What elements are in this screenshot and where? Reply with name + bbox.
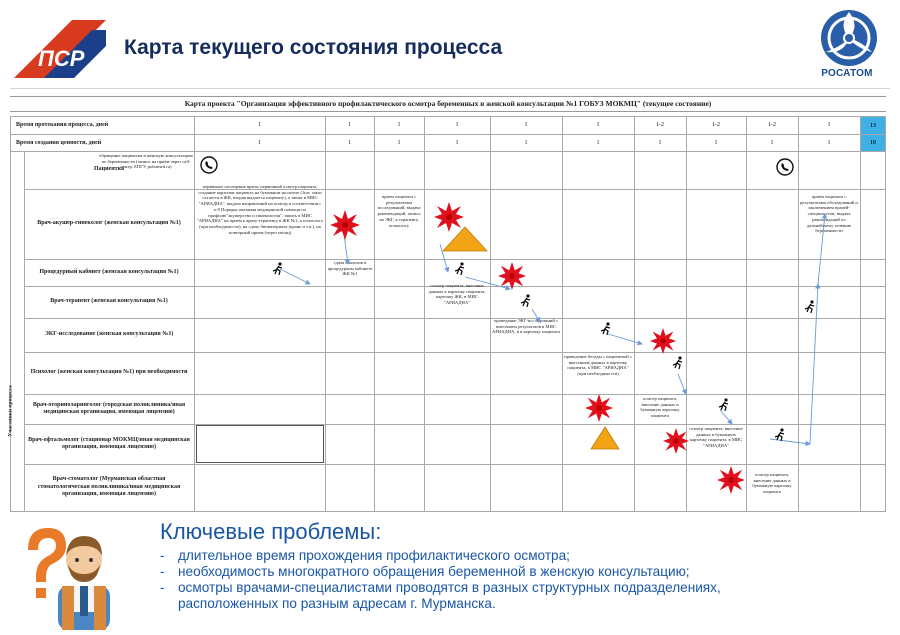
problem-burst-icon — [584, 394, 614, 427]
value-time-cell: 1 — [770, 139, 774, 146]
flow-arrows — [7, 94, 886, 512]
problem-burst-icon — [498, 262, 526, 295]
bullet-dash: - — [160, 564, 165, 579]
page-title: Карта текущего состояния процесса — [124, 36, 503, 59]
walking-person-icon — [454, 262, 466, 281]
bullet-dash: - — [160, 580, 165, 595]
psr-logo — [14, 16, 106, 78]
role-patient: Пациентка — [93, 166, 124, 173]
walking-person-icon — [672, 356, 684, 375]
value-time-cell: 1 — [596, 139, 600, 146]
problem-burst-icon — [716, 466, 746, 499]
note-ecg: проведение ЭКГ-исследований с внесением результатов в МИС АРИАДНА, и в карточку пациента — [492, 318, 560, 335]
value-time-cell: 1 — [658, 139, 662, 146]
note-therapist: осмотр пациента, внесение данных в карточку пациента, карточку ЖК, в МИС "АРИАДНА" — [428, 283, 486, 306]
duration-total: 13 — [861, 117, 885, 134]
role-ent: Врач-оториноларинголог (городская поликлиника/иная медицинская организация, имеющая лицензию) — [32, 401, 186, 415]
duration-cell: 1-2 — [768, 122, 776, 128]
note-dentist: осмотр пациента, внесение данных в бумажную карточку пациента — [752, 472, 792, 495]
key-problems-list — [160, 548, 880, 612]
value-time-cell: 1 — [397, 139, 401, 146]
duration-cell: 1-2 — [656, 122, 664, 128]
duration-cell: 1 — [524, 122, 528, 128]
problem-item-text: необходимость многократного обращения беременной в женскую консультацию; — [178, 564, 690, 579]
value-time-cell: 1 — [714, 139, 718, 146]
duration-cell: 1 — [397, 122, 401, 128]
role-dentist: Врач-стоматолог (Мурманская областная стоматологическая поликлиника/иная медицинская организация, имеющая лицензию) — [37, 476, 181, 498]
problem-item — [160, 564, 880, 580]
duration-cell: 1 — [827, 122, 831, 128]
walking-person-icon — [774, 428, 786, 447]
walking-person-icon — [272, 262, 284, 281]
duration-cell: 1-2 — [712, 122, 720, 128]
role-ophthalmologist: Врач-офтальмолог (стационар МОКМЦ/иная медицинская организация, имеющая лицензию) — [28, 436, 190, 450]
header-divider — [10, 88, 890, 89]
warning-triangle-icon — [590, 426, 620, 455]
note-patient-call: обращение пациентки в женскую консультацию по беременности (запись на приём через call-центр, ЕПГУ, polarmed.ru) — [99, 153, 193, 170]
duration-label: Время протекания процесса, дней — [16, 122, 109, 128]
note-final-visit: прием пациента с результатами обследований и заключением врачей-специалистов, выдача рекомендаций по дальнейшему течению беременности — [800, 194, 858, 234]
duration-cell: 1 — [348, 122, 351, 128]
problem-item — [160, 580, 880, 612]
role-procedure-room: Процедурный кабинет (женская консультация №1) — [39, 268, 179, 275]
note-psychologist: проведение беседы с пациенткой с внесением данных в карточку пациента, в МИС "АРИАДНА" (при необходимости) — [564, 354, 632, 377]
value-time-total: 10 — [861, 135, 885, 151]
key-problems-title: Ключевые проблемы: — [160, 519, 382, 544]
value-time-label: Время создания ценности, дней — [16, 139, 102, 146]
duration-cell: 1 — [596, 122, 600, 128]
problem-item — [160, 548, 880, 564]
role-ecg: ЭКГ-исследование (женская консультация №1) — [44, 331, 174, 338]
rosatom-wordmark: РОСАТОМ — [821, 68, 873, 79]
note-ophthalmologist: осмотр пациента, внесение данных в бумажную карточку пациента, в МИС "АРИАДНА" — [689, 426, 743, 449]
note-tests: сдача анализов в процедурном кабинете ЖК №1 — [327, 260, 373, 277]
problem-burst-icon — [648, 328, 678, 359]
warning-triangle-icon — [442, 226, 488, 257]
value-time-cell: 1 — [348, 139, 351, 146]
value-time-cell: 1 — [827, 139, 831, 146]
bullet-dash: - — [160, 548, 165, 563]
walking-person-icon — [718, 398, 730, 417]
psr-logo-text: ПСР — [38, 46, 85, 71]
thinking-person-illustration — [18, 520, 118, 630]
role-obstetrician: Врач-акушер-гинеколог (женская консультация №1) — [37, 220, 181, 227]
note-second-visit: прием пациента с результатами исследований, выдача рекомендаций, запись на ЭКГ, к терапевту, психологу — [377, 194, 421, 228]
value-time-cell: 1 — [455, 139, 459, 146]
problem-burst-icon — [330, 210, 360, 245]
rosatom-logo — [812, 8, 882, 82]
map-title: Карта проекта "Организация эффективного профилактического осмотра беременных в женской консультации №1 ГОБУЗ МОКМЦ" (текущее состояние) — [10, 96, 886, 112]
walking-person-icon — [804, 300, 816, 319]
duration-cell: 1 — [455, 122, 459, 128]
walking-person-icon — [600, 322, 612, 341]
role-psychologist: Психолог (женская консультация №1) при необходимости — [30, 369, 188, 376]
problem-burst-icon — [662, 428, 690, 459]
note-ent: осмотр пациента, внесение данных в бумажную карточку пациента — [640, 396, 680, 419]
problem-item-text: длительное время прохождения профилактического осмотра; — [178, 548, 570, 563]
role-therapist: Врач-терапевт (женская консультация №1) — [50, 298, 168, 305]
walking-person-icon — [520, 294, 532, 313]
value-time-cell: 1 — [258, 139, 261, 146]
participants-label-text: Участники процесса — [7, 385, 14, 437]
duration-cell: 1 — [258, 122, 261, 128]
process-map — [7, 94, 886, 512]
problem-item-text: осмотры врачами-специалистами проводятся в разных структурных подразделениях, расположенных по разным адресам г. Мурманска. — [178, 580, 721, 611]
note-first-visit: первичное посещение врача: первичный осмотр пациента, создание карточки пациента на бумажном носителе (1шт. заказ остается в ЖК, вторая выдается пациенту), а также в МИС "АРИАДНА", выдача направлений на осмотр в соответствии с п.9 Порядка оказания медицинской помощи по профилю"акушерство и гинекология", запись в МИС "АРИАДНА" на прием к врачу-терапевту в ЖК №1, к психологу (при необходимости), на сдачу биоматериала (кровь и т.п.), на повторный прием (через месяц) — [196, 184, 324, 235]
value-time-cell: 1 — [524, 139, 528, 146]
